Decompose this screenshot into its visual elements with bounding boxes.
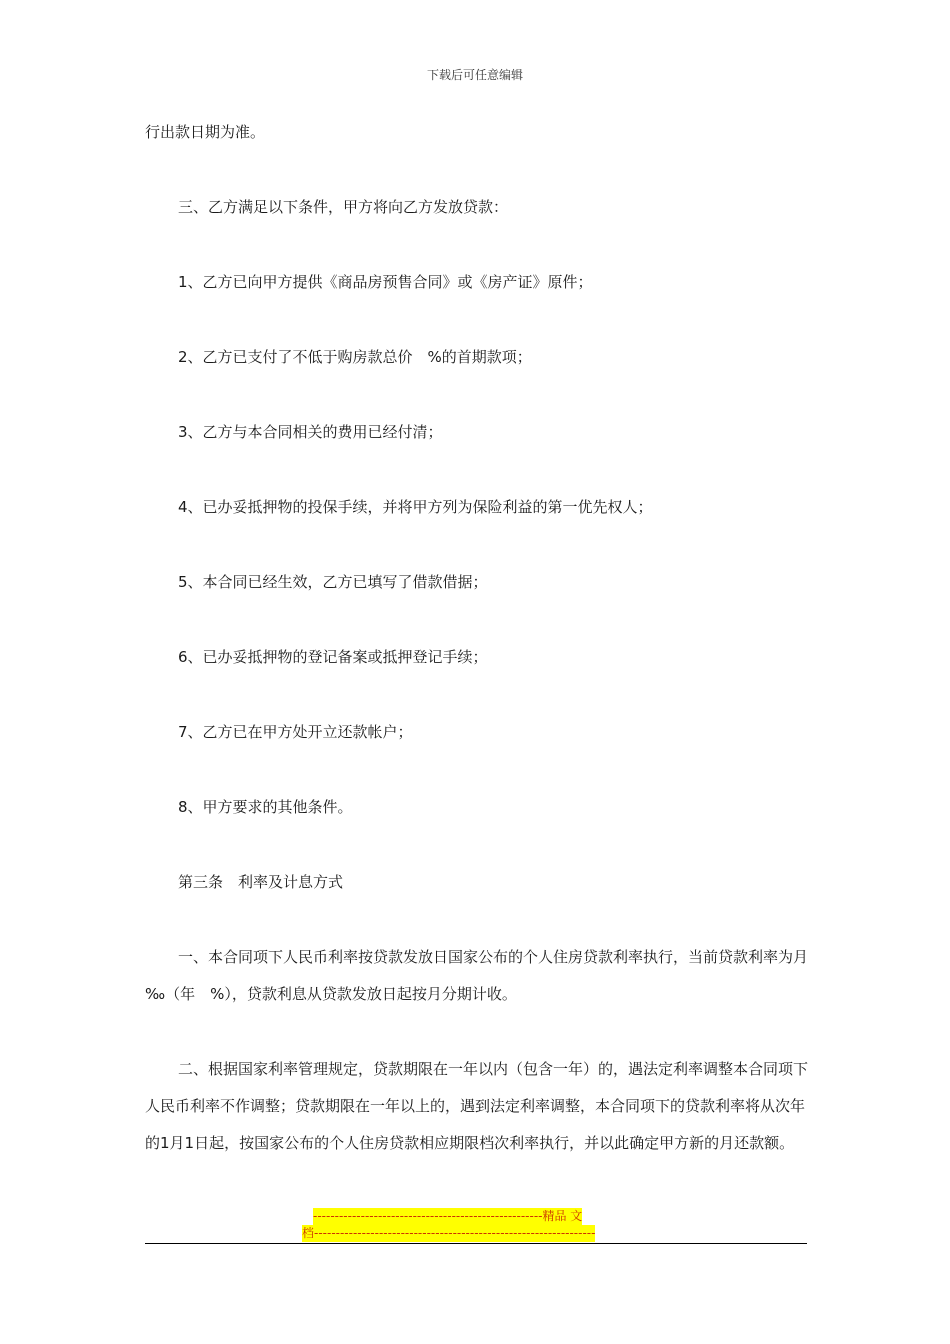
interest-rate-paragraph: 一、本合同项下人民币利率按贷款发放日国家公布的个人住房贷款利率执行，当前贷款利率为月 ‰（年 %），贷款利息从贷款发放日起按月分期计收。	[145, 948, 824, 1003]
condition-item-7: 7、乙方已在甲方处开立还款帐户；	[178, 723, 413, 741]
paragraph-continuation: 行出款日期为准。	[145, 123, 266, 141]
footer-divider	[145, 1243, 807, 1244]
footer-line-2: 档-----------------------------------------------------------------	[302, 1226, 596, 1240]
condition-item-1: 1、乙方已向甲方提供《商品房预售合同》或《房产证》原件；	[178, 273, 593, 291]
condition-item-8: 8、甲方要求的其他条件。	[178, 798, 353, 816]
rate-adjustment-paragraph: 二、根据国家利率管理规定，贷款期限在一年以内（包含一年）的，遇法定利率调整本合同项下人民币利率不作调整；贷款期限在一年以上的，遇到法定利率调整，本合同项下的贷款利率将从次年的1月1日起，按国家公布的个人住房贷款相应期限档次利率执行，并以此确定甲方新的月还款额。	[145, 1060, 809, 1152]
condition-item-6: 6、已办妥抵押物的登记备案或抵押登记手续；	[178, 648, 488, 666]
condition-item-5: 5、本合同已经生效，乙方已填写了借款借据；	[178, 573, 488, 591]
document-body	[145, 114, 824, 1162]
footer-watermark	[302, 1208, 652, 1242]
condition-item-3: 3、乙方与本合同相关的费用已经付清；	[178, 423, 443, 441]
article-three-heading: 第三条 利率及计息方式	[178, 873, 344, 891]
footer-line-1: -----------------------------------------------------精品 文	[313, 1209, 583, 1223]
condition-item-4: 4、已办妥抵押物的投保手续，并将甲方列为保险利益的第一优先权人；	[178, 498, 653, 516]
condition-item-2: 2、乙方已支付了不低于购房款总价 %的首期款项；	[178, 348, 532, 366]
page-header: 下载后可任意编辑	[426, 68, 523, 82]
clause-three-conditions: 三、乙方满足以下条件，甲方将向乙方发放贷款：	[178, 198, 509, 216]
